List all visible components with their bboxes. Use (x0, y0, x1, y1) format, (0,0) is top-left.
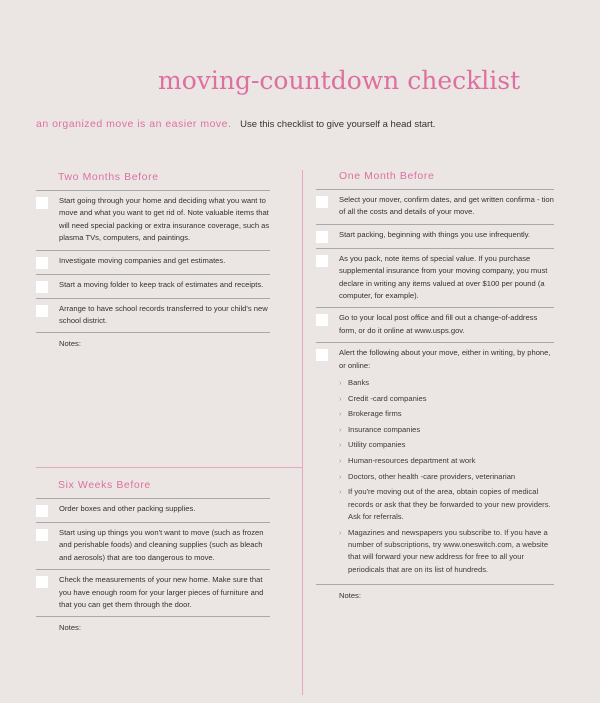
checklist-item (316, 342, 554, 584)
bullet-icon: › (339, 440, 342, 450)
list-item-text: Banks (348, 378, 370, 388)
tagline-accent: an organized move is an easier move. (36, 118, 232, 130)
list-item-text: Insurance companies (348, 424, 421, 434)
list-item (339, 527, 554, 577)
list-item-text: Human-resources department at work (348, 456, 476, 466)
checklist-item (36, 190, 270, 250)
checklist-item (36, 569, 270, 616)
notes-label: Notes: (36, 616, 270, 632)
checkbox[interactable] (36, 281, 48, 293)
item-text: Start a moving folder to keep track of estimates and receipts. (59, 279, 264, 289)
checkbox[interactable] (316, 231, 328, 243)
checkbox[interactable] (316, 349, 328, 361)
bullet-icon: › (339, 456, 342, 466)
bullet-icon: › (339, 487, 342, 497)
bullet-icon: › (339, 471, 342, 481)
list-item (339, 408, 554, 420)
vertical-divider (302, 170, 303, 695)
page-title: moving-countdown checklist (158, 66, 521, 95)
checklist-item (36, 274, 270, 298)
item-text: Arrange to have school records transferred to your child's new school district. (59, 303, 268, 326)
list-item-text: Magazines and newspapers you subscribe to. If you have a number of subscriptions, try www.oneswitch.com, a website that will forward your new address for free to all your periodicals that are on its list of hundreds. (348, 527, 549, 574)
list-item (339, 455, 554, 467)
tagline (36, 118, 435, 130)
checklist-item (36, 298, 270, 333)
list-item-text: Credit -card companies (348, 393, 427, 403)
checkbox[interactable] (36, 305, 48, 317)
checkbox[interactable] (36, 529, 48, 541)
list-item-text: Utility companies (348, 440, 406, 450)
checkbox[interactable] (36, 197, 48, 209)
list-item (339, 439, 554, 451)
checklist-item (36, 250, 270, 274)
item-text: Alert the following about your move, either in writing, by phone, or online: (339, 348, 551, 370)
alert-list (339, 377, 554, 576)
checkbox[interactable] (36, 576, 48, 588)
item-text: Select your mover, confirm dates, and get written confirma - tion of all the costs and details of your move. (339, 195, 554, 217)
checkbox[interactable] (36, 257, 48, 269)
notes-label: Notes: (36, 332, 270, 348)
checklist-item (316, 224, 554, 248)
section-title: One Month Before (339, 170, 435, 182)
item-text: Start packing, beginning with things you use infrequently. (339, 229, 531, 239)
item-content (339, 347, 554, 579)
checkbox[interactable] (316, 196, 328, 208)
list-item (339, 424, 554, 436)
item-text: Go to your local post office and fill out a change-of-address form, or do it online at www.usps.gov. (339, 313, 538, 335)
list-item-text: Doctors, other health -care providers, veterinarian (348, 471, 516, 481)
horizontal-divider (36, 467, 302, 468)
checklist-item (316, 189, 554, 224)
section-title: Two Months Before (58, 171, 159, 183)
item-text: Investigate moving companies and get estimates. (59, 255, 226, 265)
item-text: Start going through your home and deciding what you want to move and what you want to get rid of. Note valuable items that will need special packing or extra insurance coverage, such as plasma TVs, computers, and paintings. (59, 196, 270, 243)
tagline-text: Use this checklist to give yourself a head start. (240, 119, 436, 130)
item-text: Start using up things you won't want to move (such as frozen and perishable foods) and cleaning supplies (such as bleach and aerosols) that are too dangerous to move. (59, 528, 264, 562)
list-item-text: If you're moving out of the area, obtain copies of medical records or ask that they be forwarded to your new providers. Ask for referrals. (348, 487, 551, 522)
list-item-text: Brokerage firms (348, 409, 402, 419)
section-one-month (316, 169, 554, 600)
bullet-icon: › (339, 393, 342, 403)
list-item (339, 486, 554, 523)
bullet-icon: › (339, 409, 342, 419)
item-text: As you pack, note items of special value. If you purchase supplemental insurance from your moving company, you must declare in writing any items valued at over $100 per pound (a computer, for example). (339, 253, 548, 301)
section-title: Six Weeks Before (58, 479, 151, 491)
notes-label: Notes: (316, 584, 554, 600)
item-text: Check the measurements of your new home. Make sure that you have enough room for your larger pieces of furniture and that you can get them through the door. (59, 575, 264, 610)
list-item (339, 377, 554, 389)
bullet-icon: › (339, 424, 342, 434)
checkbox[interactable] (316, 314, 328, 326)
checklist-item (316, 307, 554, 342)
list-item (339, 471, 554, 483)
section-six-weeks (36, 478, 270, 632)
checklist-item (36, 498, 270, 522)
checklist-item (316, 248, 554, 308)
list-item (339, 393, 554, 405)
checkbox[interactable] (36, 505, 48, 517)
checkbox[interactable] (316, 255, 328, 267)
item-text: Order boxes and other packing supplies. (59, 504, 196, 513)
bullet-icon: › (339, 527, 342, 537)
checklist-item (36, 522, 270, 569)
section-two-months (36, 170, 270, 348)
bullet-icon: › (339, 378, 342, 388)
